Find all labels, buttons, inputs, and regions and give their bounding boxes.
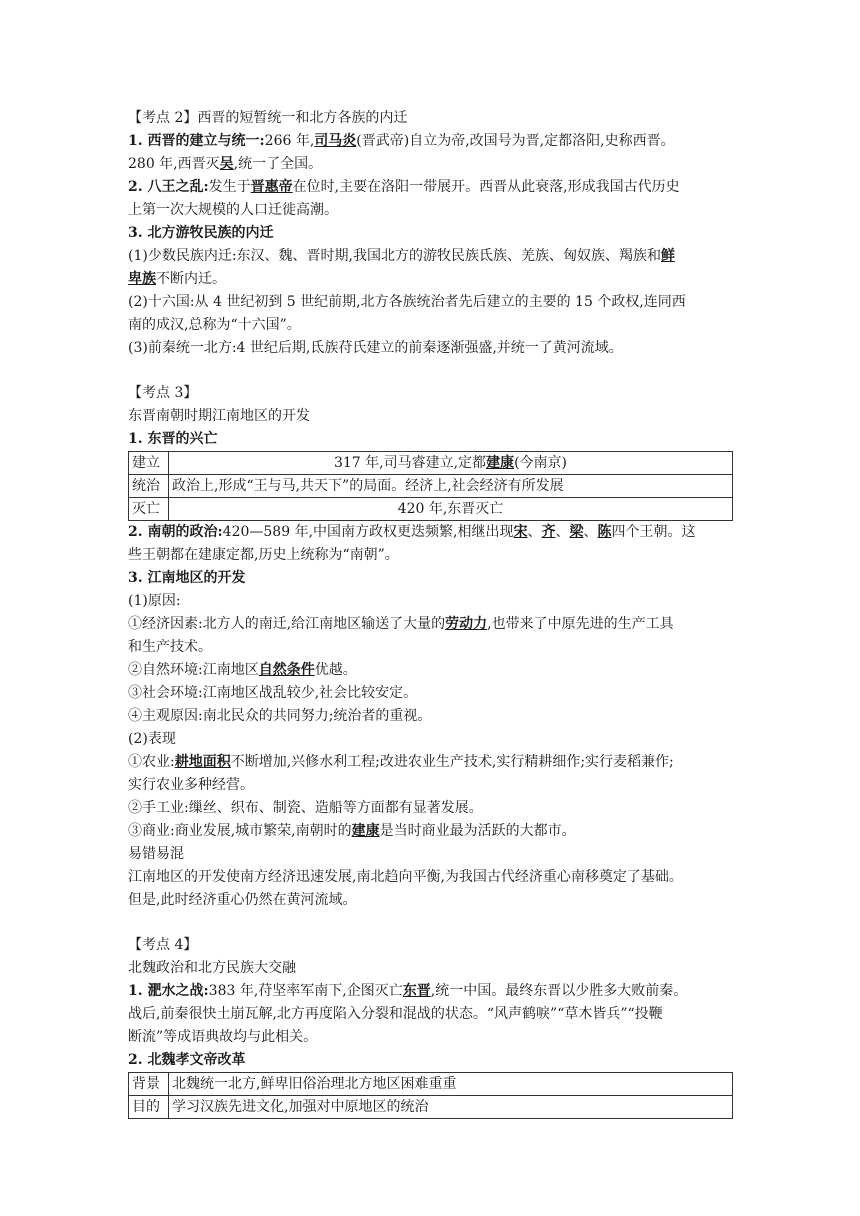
list-item: 实行农业多种经营。 xyxy=(128,777,254,793)
paragraph xyxy=(128,130,734,153)
table-row xyxy=(129,1073,733,1096)
key-term: 建康 xyxy=(486,455,515,471)
list-item: ④主观原因:南北民众的共同努力;统治者的重视。 xyxy=(128,708,432,724)
key-term: 东晋 xyxy=(402,983,431,999)
paragraph: 上第一次大规模的人口迁徙高潮。 xyxy=(128,202,338,218)
paragraph xyxy=(128,521,734,544)
key-term: 宋 xyxy=(513,524,528,540)
table-row xyxy=(129,475,733,498)
heading: 2. 北魏孝文帝改革 xyxy=(128,1052,246,1068)
text: 280 年,西晋灭 xyxy=(128,156,220,172)
document-body xyxy=(128,107,734,1119)
key-term: 梁 xyxy=(569,524,584,540)
table-cell xyxy=(169,452,733,475)
paragraph xyxy=(128,153,734,176)
table-head-cell: 统治 xyxy=(129,475,169,498)
note-label: 易错易混 xyxy=(128,846,184,862)
text: 四个王朝。这 xyxy=(611,524,696,540)
text: ,统一中国。最终东晋以少胜多大败前秦。 xyxy=(430,983,688,999)
key-term: 鲜 xyxy=(661,248,675,264)
text: 383 年,苻坚率军南下,企图灭亡 xyxy=(208,983,403,999)
note-text: 但是,此时经济重心仍然在黄河流域。 xyxy=(128,892,357,908)
table-cell: 420 年,东晋灭亡 xyxy=(169,498,733,521)
text: 发生于 xyxy=(208,179,251,195)
section-title: 【考点 2】西晋的短暂统一和北方各族的内迁 xyxy=(128,110,408,126)
list-item xyxy=(128,751,734,774)
key-term: 吴 xyxy=(219,156,234,172)
section-tag: 【考点 3】 xyxy=(128,385,198,401)
list-item xyxy=(128,820,734,843)
sub-heading: (2)表现 xyxy=(128,731,176,747)
table-row xyxy=(129,1096,733,1119)
text: ②自然环境:江南地区 xyxy=(128,662,259,678)
section-tag: 【考点 4】 xyxy=(128,937,198,953)
table-head-cell: 建立 xyxy=(129,452,169,475)
spacer xyxy=(128,912,734,934)
text: 420—589 年,中国南方政权更迭频繁,相继出现 xyxy=(222,524,514,540)
table-row xyxy=(129,498,733,521)
table-cell: 政治上,形成“王与马,共天下”的局面。经济上,社会经济有所发展 xyxy=(169,475,733,498)
key-term: 齐 xyxy=(541,524,556,540)
text: 在位时,主要在洛阳一带展开。西晋从此衰落,形成我国古代历史 xyxy=(292,179,680,195)
paragraph xyxy=(128,176,734,199)
text: ,也带来了中原先进的生产工具 xyxy=(487,616,674,632)
paragraph: 断流”等成语典故均与此相关。 xyxy=(128,1029,318,1045)
text: 优越。 xyxy=(314,662,357,678)
text: ,统一了全国。 xyxy=(233,156,323,172)
list-item xyxy=(128,659,734,682)
table-row xyxy=(129,452,733,475)
list-item xyxy=(128,268,734,291)
table-head-cell: 灭亡 xyxy=(129,498,169,521)
text: (1)少数民族内迁:东汉、魏、晋时期,我国北方的游牧民族氐族、羌族、匈奴族、羯族和 xyxy=(128,248,661,264)
key-term: 晋惠帝 xyxy=(250,179,293,195)
heading: 1. 东晋的兴亡 xyxy=(128,431,218,447)
text: (今南京) xyxy=(514,455,567,471)
text: 、 xyxy=(527,524,542,540)
text: ③商业:商业发展,城市繁荣,南朝时的 xyxy=(128,823,352,839)
heading: 3. 江南地区的开发 xyxy=(128,570,246,586)
key-term: 卑族 xyxy=(128,271,156,287)
paragraph: 战后,前秦很快土崩瓦解,北方再度陷入分裂和混战的状态。“风声鹤唳”“草木皆兵”“投鞭 xyxy=(128,1006,663,1022)
heading: 3. 北方游牧民族的内迁 xyxy=(128,225,274,241)
key-term: 耕地面积 xyxy=(174,754,231,770)
list-item: ③社会环境:江南地区战乱较少,社会比较安定。 xyxy=(128,685,418,701)
text: ①经济因素:北方人的南迁,给江南地区输送了大量的 xyxy=(128,616,446,632)
sub-heading: (1)原因: xyxy=(128,593,181,609)
list-item: (2)十六国:从 4 世纪初到 5 世纪前期,北方各族统治者先后建立的主要的 15 个政权,连同西 xyxy=(128,294,686,310)
key-term: 自然条件 xyxy=(258,662,315,678)
list-item: ②手工业:缫丝、织布、制瓷、造船等方面都有显著发展。 xyxy=(128,800,483,816)
paragraph: 些王朝都在建康定都,历史上统称为“南朝”。 xyxy=(128,547,399,563)
key-term: 劳动力 xyxy=(445,616,488,632)
list-item xyxy=(128,245,734,268)
key-term: 建康 xyxy=(351,823,380,839)
list-item xyxy=(128,613,734,636)
list-item: 南的成汉,总称为“十六国”。 xyxy=(128,317,301,333)
text: ①农业: xyxy=(128,754,175,770)
text: 、 xyxy=(583,524,598,540)
list-item: 和生产技术。 xyxy=(128,639,212,655)
text: 不断增加,兴修水利工程;改进农业生产技术,实行精耕细作;实行麦稻兼作; xyxy=(230,754,674,770)
text: 266 年, xyxy=(264,133,315,149)
table-cell: 学习汉族先进文化,加强对中原地区的统治 xyxy=(169,1096,733,1119)
eastern-jin-table xyxy=(128,451,733,521)
heading: 1. 西晋的建立与统一: xyxy=(128,133,265,149)
list-item: (3)前秦统一北方:4 世纪后期,氐族苻氏建立的前秦逐渐强盛,并统一了黄河流域。 xyxy=(128,340,623,356)
paragraph xyxy=(128,980,734,1003)
note-text: 江南地区的开发使南方经济迅速发展,南北趋向平衡,为我国古代经济重心南移奠定了基础。 xyxy=(128,869,683,885)
text: (晋武帝)自立为帝,改国号为晋,定都洛阳,史称西晋。 xyxy=(356,133,675,149)
heading: 2. 南朝的政治: xyxy=(128,524,223,540)
spacer xyxy=(128,360,734,382)
table-cell: 北魏统一北方,鲜卑旧俗治理北方地区困难重重 xyxy=(169,1073,733,1096)
text: 、 xyxy=(555,524,570,540)
text: 是当时商业最为活跃的大都市。 xyxy=(379,823,576,839)
table-head-cell: 背景 xyxy=(129,1073,169,1096)
table-head-cell: 目的 xyxy=(129,1096,169,1119)
reform-table xyxy=(128,1072,733,1119)
key-term: 陈 xyxy=(597,524,612,540)
text: 317 年,司马睿建立,定都 xyxy=(333,455,487,471)
key-term: 司马炎 xyxy=(314,133,357,149)
section-title: 东晋南朝时期江南地区的开发 xyxy=(128,408,310,424)
text: 不断内迁。 xyxy=(156,271,226,287)
heading: 1. 淝水之战: xyxy=(128,983,209,999)
heading: 2. 八王之乱: xyxy=(128,179,209,195)
section-title: 北魏政治和北方民族大交融 xyxy=(128,960,296,976)
